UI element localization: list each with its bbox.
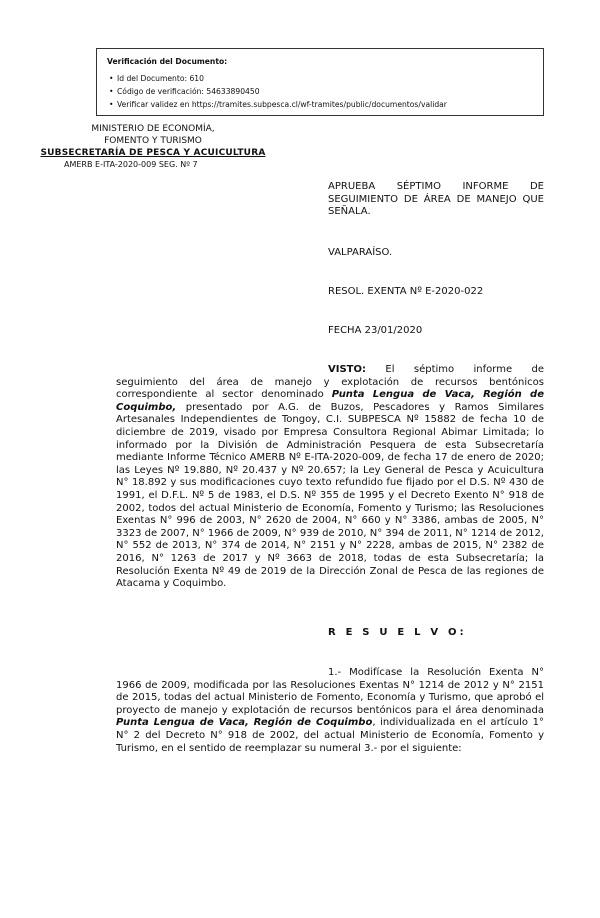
point-1-sector-name: Punta Lengua de Vaca, Región de Coquimbo bbox=[116, 717, 373, 729]
point-1-paragraph bbox=[116, 667, 544, 755]
amerb-reference: AMERB E-ITA-2020-009 SEG. Nº 7 bbox=[64, 160, 198, 169]
verification-list bbox=[107, 72, 535, 111]
resolution-number: RESOL. EXENTA Nº E-2020-022 bbox=[328, 286, 484, 297]
verification-url[interactable]: • Verificar validez en https://tramites.subpesca.cl/wf-tramites/public/documentos/validar bbox=[117, 98, 535, 111]
visto-label: VISTO: bbox=[328, 364, 366, 375]
resolution-date: FECHA 23/01/2020 bbox=[328, 325, 423, 336]
visto-text-1: El séptimo informe de seguimiento del área de manejo y explotación de recursos bentónicos correspondiente al sector denominado bbox=[116, 364, 544, 401]
verification-box bbox=[96, 48, 544, 116]
verification-title: Verificación del Documento: bbox=[107, 57, 228, 66]
visto-text-2: presentado por A.G. de Buzos, Pescadores y Ramos Similares Artesanales Independientes de Tongoy, C.I. SUBPESCA Nº 15882 de fecha 10 de diciembre de 2019, visado por Empresa Consultora Regional Abimar Limitada; lo informado por la División de Administración Pesquera de esta Subsecretaría mediante Informe Técnico AMERB Nº E-ITA-2020-009, de fecha 17 de enero de 2020; las Leyes Nº 19.880, Nº 20.437 y Nº 20.657; la Ley General de Pesca y Acuicultura N° 18.892 y sus modificaciones cuyo texto refundido fue fijado por el D.S. Nº 430 de 1991, el D.F.L. Nº 5 de 1983, el D.S. Nº 355 de 1995 y el Decreto Exento N° 918 de 2002, todos del actual Ministerio de Economía, Fomento y Turismo; las Resoluciones Exentas N° 996 de 2003, N° 2620 de 2004, N° 660 y N° 3386, ambas de 2005, N° 3323 de 2007, N° 1966 de 2009, N° 939 de 2010, N° 394 de 2011, N° 1214 de 2012, N° 552 de 2013, N° 374 de 2014, N° 2151 y N° 2228, ambas de 2015, N° 2382 de 2016, N° 1263 de 2017 y Nº 3663 de 2018, todas de esta Subsecretaría; la Resolución Exenta Nº 49 de 2019 de la Dirección Zonal de Pesca de las regiones de Atacama y Coquimbo. bbox=[116, 401, 544, 590]
ministry-line-1: MINISTERIO DE ECONOMÍA, bbox=[91, 124, 215, 134]
resolution-subject: APRUEBA SÉPTIMO INFORME DE SEGUIMIENTO DE ÁREA DE MANEJO QUE SEÑALA. bbox=[328, 181, 544, 217]
letterhead bbox=[28, 123, 278, 171]
ministry-line-2: FOMENTO Y TURISMO bbox=[104, 136, 202, 146]
document-id: • Id del Documento: 610 bbox=[117, 72, 535, 85]
city: VALPARAÍSO. bbox=[328, 247, 393, 258]
resuelvo-heading: R E S U E L V O: bbox=[328, 627, 467, 638]
point-1-text-2: , individualizada en el artículo 1° N° 2 del Decreto N° 918 de 2002, del actual Ministerio de Economía, Fomento y Turismo, en el sentido de reemplazar su numeral 3.- por el siguiente: bbox=[116, 717, 544, 754]
verification-code: • Código de verificación: 54633890450 bbox=[117, 85, 535, 98]
subsecretaria-title: SUBSECRETARÍA DE PESCA Y ACUICULTURA bbox=[40, 148, 266, 158]
visto-paragraph bbox=[116, 364, 544, 591]
point-1-text-1: 1.- Modifícase la Resolución Exenta N° 1966 de 2009, modificada por las Resoluciones Exentas N° 1214 de 2012 y N° 2151 de 2015, todas del actual Ministerio de Fomento, Economía y Turismo, que aprobó el proyecto de manejo y explotación de recursos bentónicos para el área denominada bbox=[116, 667, 544, 716]
visto-sector-name: Punta Lengua de Vaca, Región de Coquimbo, bbox=[116, 389, 545, 413]
